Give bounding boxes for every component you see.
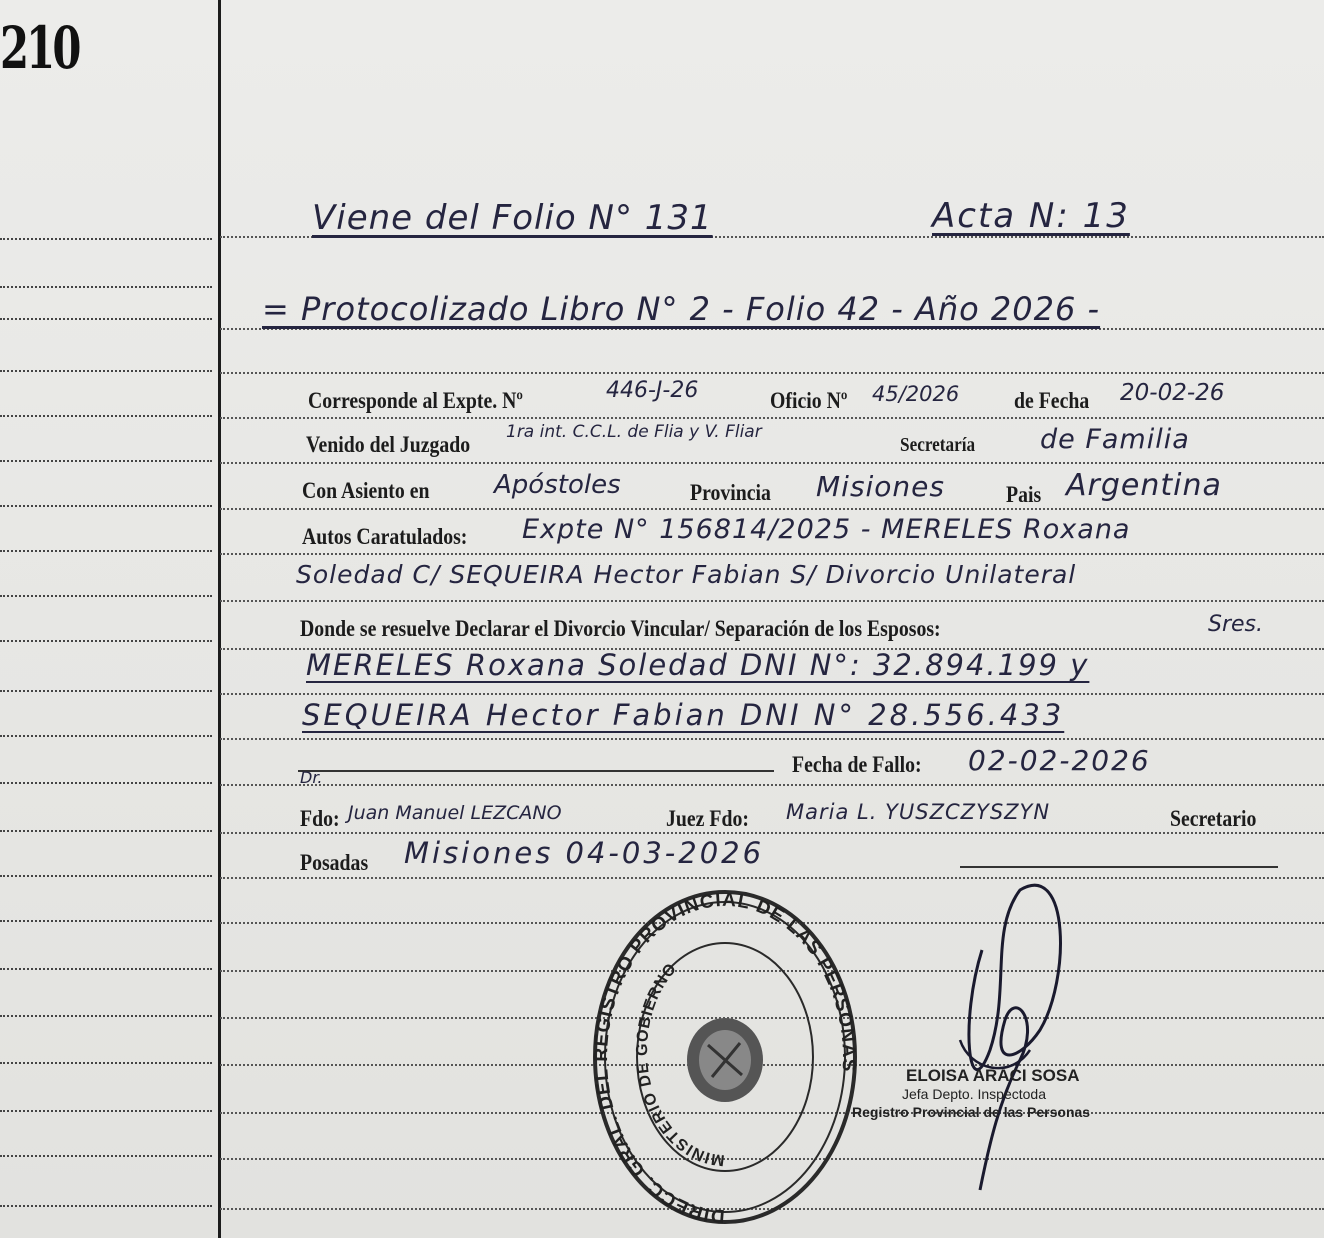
left-rule bbox=[0, 1205, 212, 1207]
rule bbox=[220, 328, 1324, 330]
left-rule bbox=[0, 968, 212, 970]
rule bbox=[220, 784, 1324, 786]
oficio-label: Oficio Nº bbox=[770, 388, 848, 413]
asiento-label: Con Asiento en bbox=[302, 478, 430, 503]
secretario-label: Secretario bbox=[1170, 806, 1257, 831]
left-rule bbox=[0, 460, 212, 462]
autos-value-line2: Soledad C/ SEQUEIRA Hector Fabian S/ Divorcio Unilateral bbox=[296, 560, 1077, 589]
asiento-value: Apóstoles bbox=[494, 470, 621, 500]
rule bbox=[220, 462, 1324, 464]
official-seal bbox=[590, 885, 860, 1225]
rule bbox=[220, 508, 1324, 510]
pais-value: Argentina bbox=[1066, 468, 1222, 503]
posadas-value: Misiones 04-03-2026 bbox=[404, 836, 765, 870]
secretario-value: Maria L. YUSZCZYSZYN bbox=[786, 800, 1051, 824]
left-rule bbox=[0, 1155, 212, 1157]
rule bbox=[220, 600, 1324, 602]
corresponde-label: Corresponde al Expte. Nº bbox=[308, 388, 523, 413]
left-rule bbox=[0, 370, 212, 372]
fdo-prefix: Dr. bbox=[300, 768, 323, 787]
left-rule bbox=[0, 238, 212, 240]
left-rule bbox=[0, 920, 212, 922]
signatory-org: Registro Provincial de las Personas bbox=[852, 1104, 1091, 1120]
seal-inner-text: MINISTERIO DE GOBIERNO bbox=[633, 959, 726, 1169]
juzgado-value: 1ra int. C.C.L. de Flia y V. Fliar bbox=[506, 422, 762, 442]
autos-value-line1: Expte N° 156814/2025 - MERELES Roxana bbox=[522, 514, 1131, 545]
donde-label: Donde se resuelve Declarar el Divorcio Vincular/ Separación de los Esposos: bbox=[300, 616, 941, 641]
left-rule bbox=[0, 595, 212, 597]
juez-label: Juez Fdo: bbox=[666, 806, 749, 831]
left-rule bbox=[0, 550, 212, 552]
left-rule bbox=[0, 690, 212, 692]
rule bbox=[220, 693, 1324, 695]
secretaria-label: Secretaría bbox=[900, 434, 976, 456]
margin-line bbox=[218, 0, 221, 1238]
signatory-name: ELOISA ARACI SOSA bbox=[906, 1066, 1080, 1085]
left-rule bbox=[0, 830, 212, 832]
rule bbox=[220, 832, 1324, 834]
venido-label: Venido del Juzgado bbox=[306, 432, 471, 457]
blank-line bbox=[298, 770, 774, 772]
left-rule bbox=[0, 640, 212, 642]
donde-value: Sres. bbox=[1208, 612, 1263, 637]
autos-label: Autos Caratulados: bbox=[302, 524, 468, 549]
juez-value: Juan Manuel LEZCANO bbox=[348, 802, 562, 824]
posadas-label: Posadas bbox=[300, 850, 369, 875]
signatory-title: Jefa Depto. Inspectoda bbox=[902, 1086, 1046, 1102]
secretaria-value: de Familia bbox=[1040, 424, 1190, 455]
rule bbox=[220, 417, 1324, 419]
left-rule bbox=[0, 318, 212, 320]
left-rule bbox=[0, 782, 212, 784]
acta-number: Acta N: 13 bbox=[932, 196, 1130, 236]
rule bbox=[220, 738, 1324, 740]
rule bbox=[220, 553, 1324, 555]
left-rule bbox=[0, 1062, 212, 1064]
viene-del-folio: Viene del Folio N° 131 bbox=[312, 198, 713, 238]
protocolizado-line: = Protocolizado Libro N° 2 - Folio 42 - Año 2026 - bbox=[262, 290, 1101, 328]
rule bbox=[220, 372, 1324, 374]
handwritten-signature bbox=[920, 870, 1090, 1200]
fecha-value: 20-02-26 bbox=[1120, 380, 1225, 406]
left-rule bbox=[0, 1015, 212, 1017]
expte-value: 446-J-26 bbox=[606, 378, 699, 403]
left-rule bbox=[0, 1110, 212, 1112]
left-rule bbox=[0, 505, 212, 507]
seal-outer-text: DIRECC. GRAL. DEL REGISTRO PROVINCIAL DE LAS PERSONAS bbox=[590, 889, 860, 1225]
fdo-label: Fdo: bbox=[300, 806, 340, 831]
left-rule bbox=[0, 286, 212, 288]
esposo-2: SEQUEIRA Hector Fabian DNI N° 28.556.433 bbox=[302, 698, 1065, 732]
left-rule bbox=[0, 875, 212, 877]
fallo-label: Fecha de Fallo: bbox=[792, 752, 922, 777]
provincia-value: Misiones bbox=[816, 470, 945, 503]
provincia-label: Provincia bbox=[690, 480, 771, 505]
rule bbox=[220, 877, 1324, 879]
posadas-line bbox=[960, 866, 1278, 868]
folio-number: 210 bbox=[0, 14, 79, 82]
pais-label: Pais bbox=[1006, 482, 1042, 507]
left-rule bbox=[0, 415, 212, 417]
oficio-value: 45/2026 bbox=[872, 382, 960, 406]
left-rule bbox=[0, 735, 212, 737]
fecha-label: de Fecha bbox=[1014, 388, 1090, 413]
esposo-1: MERELES Roxana Soledad DNI N°: 32.894.199 y bbox=[306, 648, 1090, 682]
fallo-value: 02-02-2026 bbox=[968, 744, 1151, 777]
